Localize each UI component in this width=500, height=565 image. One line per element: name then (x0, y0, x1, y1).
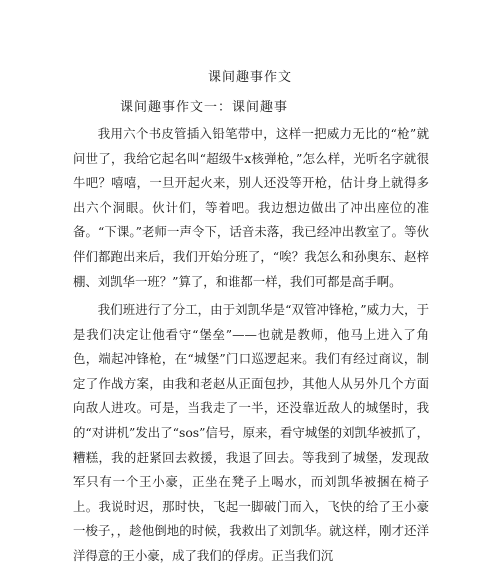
document-title: 课间趣事作文 (207, 70, 292, 85)
paragraph-1: 我用六个书皮管插入铅笔带中，这样一把威力无比的“枪”就问世了，我给它起名叫“超级牛x核弹枪，”怎么样，光听名字就很牛吧？嘻嘻，一旦开起火来，别人还没等开枪，估计身上就得多出六个洞眼。伙计们，等着吧。我边想边做出了冲出座位的准备。“下课。”老师一声令下，话音未落，我已经冲出教室了。等伙伴们都跑出来后，我们开始分班了，“唉？我怎么和孙奥东、赵梓棚、刘凯华一班？”算了，和谁都一样，我们可都是高手啊。 (73, 126, 429, 289)
section-heading: 课间趣事作文一：课间趣事 (120, 100, 289, 115)
paragraph-2: 我们班进行了分工，由于刘凯华是“双管冲锋枪，”威力大，于是我们决定让他看守“堡垒”——也就是教师，他马上进入了角色，端起冲锋枪，在“城堡”门口巡逻起来。我们有经过商议，制定了作战方案，由我和老赵从正面包抄，其他人从另外几个方面向敌人进攻。可是，当我走了一半，还没靠近敌人的城堡时，我的“对讲机”发出了“sos”信号，原来，看守城堡的刘凯华被抓了，糟糕，我的赶紧回去救援，我退了回去。等我到了城堡，发现敌军只有一个王小豪，正坐在凳子上喝水，而刘凯华被捆在椅子上。我说时迟，那时快，飞起一脚破门而入，飞快的给了王小豪一梭子，，趁他倒地的时候，我救出了刘凯华。就这样，刚才还洋洋得意的王小豪，成了我们的俘虏。正当我们沉 (73, 302, 429, 563)
